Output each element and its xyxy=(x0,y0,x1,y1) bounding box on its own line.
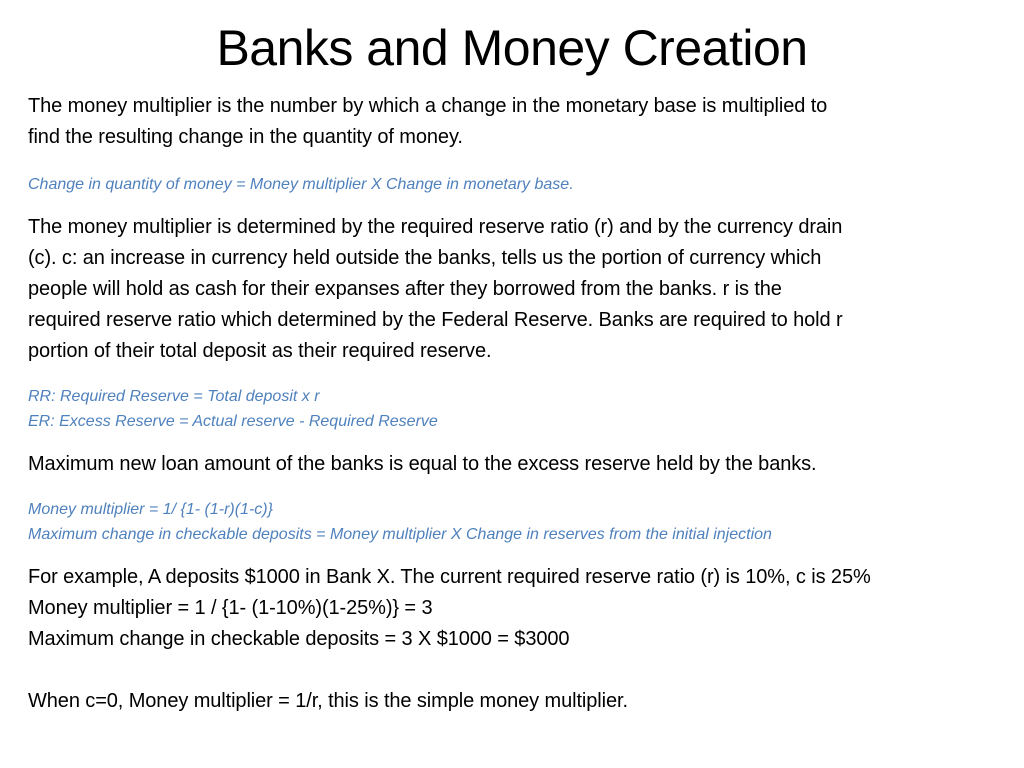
paragraph-maximum-new-loan xyxy=(28,449,1018,480)
paragraph-determinants xyxy=(28,212,1018,367)
text-line: When c=0, Money multiplier = 1/r, this is the simple money multiplier. xyxy=(28,690,628,712)
formula-quantity-of-money xyxy=(28,172,1018,197)
text-line: Maximum new loan amount of the banks is equal to the excess reserve held by the banks. xyxy=(28,453,817,475)
text-line: required reserve ratio which determined by the Federal Reserve. Banks are required to hold r xyxy=(28,309,843,331)
formula-reserves xyxy=(28,384,1018,434)
slide-title: Banks and Money Creation xyxy=(216,20,808,76)
text-line: find the resulting change in the quantity of money. xyxy=(28,126,463,148)
text-line: For example, A deposits $1000 in Bank X. The current required reserve ratio (r) is 10%, c is 25% xyxy=(28,566,871,588)
text-line: Money multiplier = 1 / {1- (1-10%)(1-25%)} = 3 xyxy=(28,597,433,619)
paragraph-example xyxy=(28,562,1018,655)
formula-line: Maximum change in checkable deposits = Money multiplier X Change in reserves from the initial injection xyxy=(28,526,772,543)
paragraph-money-multiplier-definition xyxy=(28,91,1018,153)
formula-line: RR: Required Reserve = Total deposit x r xyxy=(28,388,320,405)
text-line: The money multiplier is the number by which a change in the monetary base is multiplied to xyxy=(28,95,828,117)
text-line: The money multiplier is determined by the required reserve ratio (r) and by the currency drain xyxy=(28,216,843,238)
text-line: (c). c: an increase in currency held outside the banks, tells us the portion of currency which xyxy=(28,247,822,269)
slide-body xyxy=(28,91,1018,717)
text-line: people will hold as cash for their expanses after they borrowed from the banks. r is the xyxy=(28,278,782,300)
formula-line: Change in quantity of money = Money multiplier X Change in monetary base. xyxy=(28,176,574,193)
paragraph-conclusion xyxy=(28,686,1018,717)
formula-line: ER: Excess Reserve = Actual reserve - Required Reserve xyxy=(28,413,438,430)
formula-line: Money multiplier = 1/ {1- (1-r)(1-c)} xyxy=(28,501,273,518)
formula-money-multiplier xyxy=(28,497,1018,547)
text-line: Maximum change in checkable deposits = 3 X $1000 = $3000 xyxy=(28,628,570,650)
text-line: portion of their total deposit as their required reserve. xyxy=(28,340,492,362)
